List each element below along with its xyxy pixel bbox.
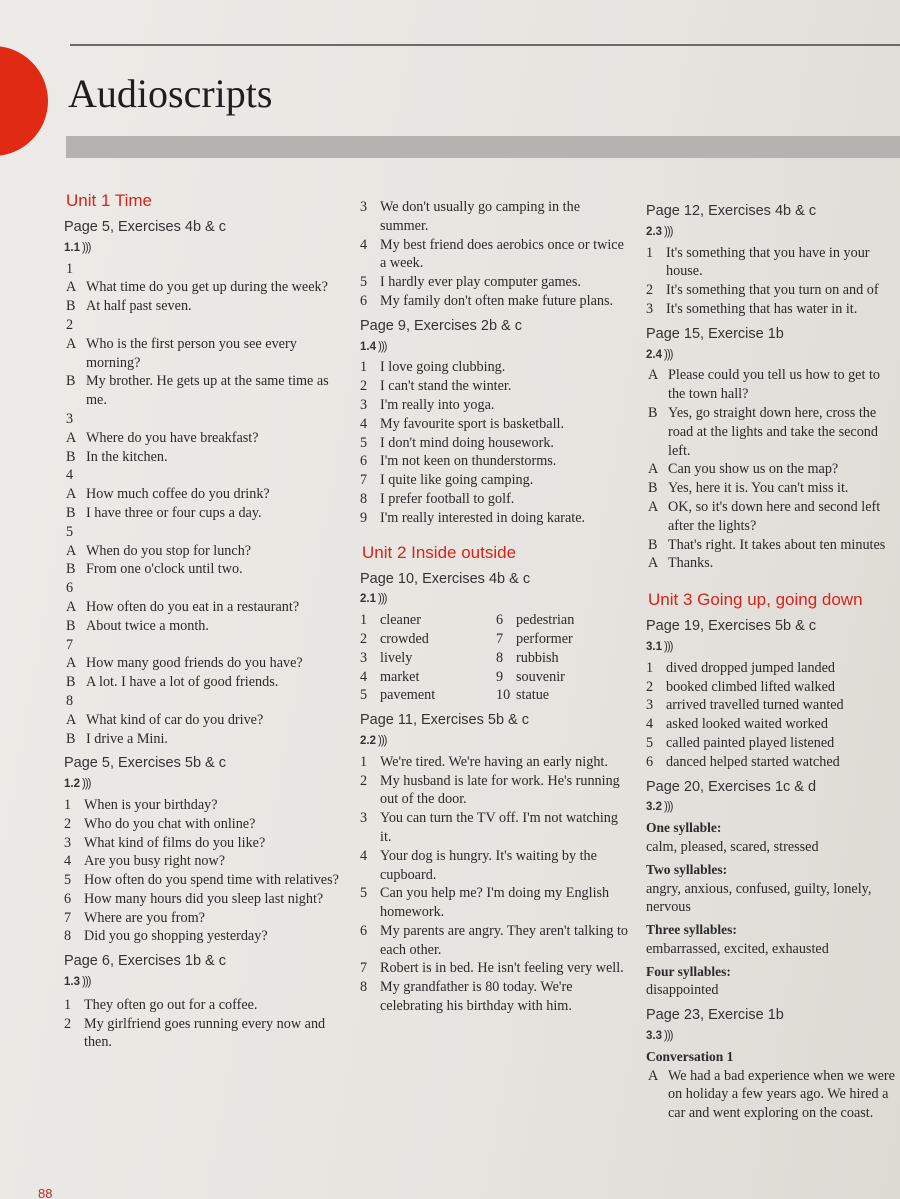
item-number: 8 (360, 979, 368, 996)
list-item (644, 678, 900, 697)
item-number: 10 (496, 687, 511, 704)
item-text: We're tired. We're having an early night. (380, 753, 608, 770)
list-item (494, 686, 614, 705)
section-heading: Page 9, Exercises 2b & c (360, 317, 522, 334)
word-grid (358, 611, 630, 705)
item-number: 2 (360, 378, 368, 395)
track-label: 3.1 ))) (646, 640, 673, 653)
item-number: 1 (646, 244, 654, 261)
item-number: 7 (360, 960, 368, 977)
conversation-list (62, 260, 344, 749)
speaker-label: A (66, 711, 77, 728)
syllable-words: angry, anxious, confused, guilty, lonely, nervous (646, 880, 872, 916)
item-number: 2 (646, 678, 654, 695)
item-text: performer (516, 630, 573, 647)
item-number: 1 (360, 359, 368, 376)
list-item (644, 659, 900, 678)
item-number: 4 (64, 853, 72, 870)
numbered-list (358, 358, 630, 527)
item-text: cleaner (380, 612, 421, 629)
speaker-label: B (66, 561, 76, 578)
audio-icon: ))) (664, 640, 673, 653)
dialogue-text: A lot. I have a lot of good friends. (86, 674, 279, 691)
dialogue-text: How often do you eat in a restaurant? (86, 598, 300, 615)
dialogue-line (62, 504, 344, 523)
list-item (644, 696, 900, 715)
list-item (358, 772, 630, 810)
list-item (494, 630, 614, 649)
item-text: They often go out for a coffee. (84, 996, 258, 1013)
numbered-list (644, 659, 900, 772)
item-number: 6 (646, 753, 654, 770)
track-label: 3.2 ))) (646, 801, 673, 814)
section-heading: Page 5, Exercises 4b & c (64, 219, 226, 235)
speaker-label: B (66, 617, 76, 634)
list-item (358, 630, 494, 649)
speaker-label: A (66, 486, 77, 503)
speaker-label: A (648, 1067, 659, 1084)
item-number: 8 (64, 928, 72, 945)
numbered-list (62, 796, 344, 946)
list-item (644, 281, 900, 300)
dialogue (644, 366, 900, 573)
dialogue-line (62, 542, 344, 561)
item-number: 5 (360, 434, 368, 451)
dialogue-line (62, 617, 344, 636)
item-text: Who do you chat with online? (84, 815, 256, 832)
item-number: 5 (360, 687, 368, 704)
item-text: It's something that you turn on and of (666, 282, 879, 299)
syllable-words: disappointed (646, 982, 719, 999)
list-item (644, 715, 900, 734)
section-heading: Page 19, Exercises 5b & c (646, 618, 817, 635)
dialogue-line (644, 404, 900, 460)
dialogue-line (62, 673, 344, 692)
dialogue-text: Where do you have breakfast? (86, 429, 259, 446)
item-number: 3 (360, 396, 368, 413)
list-item (358, 959, 630, 978)
dialogue-line (62, 297, 344, 316)
dialogue-text: From one o'clock until two. (86, 561, 243, 578)
header-bar (66, 136, 900, 158)
item-number: 9 (496, 668, 504, 685)
speaker-label: A (648, 461, 659, 478)
red-circle-decoration (0, 46, 48, 156)
item-text: Where are you from? (84, 909, 205, 926)
dialogue-text: About twice a month. (86, 617, 209, 634)
speaker-label: B (66, 298, 76, 315)
numbered-list (644, 244, 900, 319)
dialogue-line (62, 654, 344, 673)
dialogue-text: I have three or four cups a day. (86, 504, 262, 521)
speaker-label: A (66, 598, 77, 615)
item-text: I can't stand the winter. (380, 378, 512, 395)
numbered-list (358, 753, 630, 1016)
dialogue-line (62, 598, 344, 617)
dialogue-text: Who is the first person you see every morning? (86, 335, 297, 371)
dialogue-line (644, 366, 900, 404)
item-text: crowded (380, 630, 429, 647)
list-item (358, 236, 630, 274)
item-text: I hardly ever play computer games. (380, 274, 581, 291)
conversation-number: 2 (66, 316, 74, 333)
speaker-label: B (66, 504, 76, 521)
item-text: My girlfriend goes running every now and then. (84, 1015, 326, 1051)
item-text: Can you help me? I'm doing my English homework. (380, 885, 610, 921)
speaker-label: A (66, 542, 77, 559)
item-number: 4 (646, 716, 654, 733)
dialogue-line (644, 460, 900, 479)
dialogue-text: My brother. He gets up at the same time as me. (86, 373, 329, 409)
list-item (644, 753, 900, 772)
list-item (62, 890, 344, 909)
item-number: 4 (360, 236, 368, 253)
section-heading: Page 11, Exercises 5b & c (360, 712, 529, 729)
list-item (62, 871, 344, 890)
item-number: 1 (646, 659, 654, 676)
speaker-label: A (66, 335, 77, 352)
item-number: 2 (360, 630, 368, 647)
dialogue-text: We had a bad experience when we were on holiday a few years ago. We hired a car and went exploring on the coast. (668, 1067, 895, 1122)
item-text: I'm really interested in doing karate. (380, 509, 586, 526)
item-text: How often do you spend time with relatives? (84, 872, 339, 889)
item-number: 3 (360, 649, 368, 666)
dialogue-line (644, 498, 900, 536)
audio-icon: ))) (378, 593, 387, 606)
speaker-label: B (648, 480, 658, 497)
dialogue-text: How many good friends do you have? (86, 655, 303, 672)
audio-icon: ))) (378, 340, 387, 353)
item-number: 8 (496, 649, 504, 666)
conversation-number: 6 (66, 580, 74, 597)
numbered-list (62, 996, 344, 1052)
section-heading: Page 6, Exercises 1b & c (64, 953, 226, 970)
dialogue-line (62, 448, 344, 467)
item-number: 2 (360, 772, 368, 789)
item-number: 2 (64, 815, 72, 832)
audio-icon: ))) (82, 241, 91, 254)
item-number: 4 (360, 415, 368, 432)
item-number: 6 (360, 922, 368, 939)
list-item (358, 978, 630, 1016)
item-text: It's something that has water in it. (666, 300, 858, 317)
list-item (358, 471, 630, 490)
item-text: market (380, 668, 420, 685)
speaker-label: A (648, 367, 659, 384)
speaker-label: A (66, 279, 77, 296)
speaker-label: A (648, 498, 659, 515)
list-item (358, 753, 630, 772)
dialogue-text: What time do you get up during the week? (86, 279, 328, 296)
conversation-number: 7 (66, 636, 74, 653)
section-heading: Page 12, Exercises 4b & c (646, 203, 817, 219)
list-item (358, 922, 630, 960)
item-number: 2 (646, 282, 654, 299)
list-item (62, 815, 344, 834)
dialogue-line (62, 372, 344, 410)
item-text: booked climbed lifted walked (666, 678, 836, 695)
item-text: My grandfather is 80 today. We're celebrating his birthday with him. (380, 979, 573, 1015)
list-item (358, 611, 494, 630)
item-text: dived dropped jumped landed (666, 659, 836, 676)
speaker-label: A (66, 655, 77, 672)
list-item (494, 649, 614, 668)
track-label: 2.2 ))) (360, 734, 387, 747)
dialogue-line (62, 278, 344, 297)
unit-heading: Unit 2 Inside outside (362, 542, 517, 562)
conversation-number: 5 (66, 523, 74, 540)
list-item (62, 996, 344, 1015)
item-number: 6 (64, 890, 72, 907)
dialogue-text: At half past seven. (86, 298, 192, 315)
section-heading: Page 23, Exercise 1b (646, 1007, 784, 1024)
item-number: 7 (360, 472, 368, 489)
item-text: called painted played listened (666, 734, 835, 751)
item-number: 3 (646, 300, 654, 317)
list-item (358, 809, 630, 847)
dialogue-text: Please could you tell us how to get to the town hall? (668, 367, 880, 403)
list-item (494, 611, 614, 630)
track-label: 1.4 ))) (360, 340, 387, 353)
top-rule (70, 44, 900, 46)
dialogue-line (62, 429, 344, 448)
conversation-heading: Conversation 1 (646, 1048, 734, 1064)
item-text: How many hours did you sleep last night? (84, 890, 324, 907)
dialogue-line (62, 711, 344, 730)
track-label: 1.3 ))) (64, 976, 91, 989)
list-item (358, 668, 494, 687)
syllable-heading: Four syllables: (646, 963, 731, 979)
dialogue-line (644, 536, 900, 555)
dialogue-text: How much coffee do you drink? (86, 486, 270, 503)
item-text: I'm not keen on thunderstorms. (380, 453, 557, 470)
section-heading: Page 5, Exercises 5b & c (64, 755, 226, 772)
item-text: My husband is late for work. He's running out of the door. (380, 772, 620, 808)
list-item (62, 852, 344, 871)
list-item (358, 490, 630, 509)
item-text: I love going clubbing. (380, 359, 506, 376)
dialogue-line (644, 1067, 900, 1123)
item-text: arrived travelled turned wanted (666, 697, 844, 714)
item-number: 5 (64, 872, 72, 889)
dialogue-line (62, 485, 344, 504)
syllable-heading: Two syllables: (646, 861, 728, 877)
dialogue-line (62, 335, 344, 373)
dialogue-text: When do you stop for lunch? (86, 542, 252, 559)
item-number: 3 (360, 199, 368, 215)
conversation-number: 3 (66, 410, 74, 427)
item-number: 5 (360, 274, 368, 291)
item-text: I don't mind doing housework. (380, 434, 554, 451)
item-number: 3 (64, 834, 72, 851)
item-text: statue (516, 687, 550, 704)
section-heading: Page 15, Exercise 1b (646, 325, 784, 342)
speaker-label: A (648, 555, 659, 572)
item-text: asked looked waited worked (666, 716, 828, 733)
track-label: 2.1 ))) (360, 593, 387, 606)
syllable-heading: Three syllables: (646, 922, 737, 938)
syllable-heading: One syllable: (646, 820, 722, 836)
conversation-number: 4 (66, 467, 74, 484)
track-label: 1.2 ))) (64, 778, 91, 791)
item-text: I prefer football to golf. (380, 490, 515, 507)
list-item (494, 668, 614, 687)
dialogue-text: I drive a Mini. (86, 730, 168, 747)
item-text: Are you busy right now? (84, 853, 226, 870)
list-item (358, 292, 630, 311)
item-text: pavement (380, 687, 436, 704)
audio-icon: ))) (664, 801, 673, 814)
list-item (62, 1015, 344, 1053)
dialogue-line (62, 730, 344, 749)
audio-icon: ))) (664, 225, 673, 238)
item-number: 6 (360, 453, 368, 470)
speaker-label: B (66, 730, 76, 747)
item-number: 1 (360, 612, 368, 629)
list-item (358, 884, 630, 922)
list-item (644, 734, 900, 753)
unit-heading: Unit 3 Going up, going down (648, 590, 863, 610)
dialogue-text: Yes, here it is. You can't miss it. (668, 480, 849, 497)
audio-icon: ))) (82, 778, 91, 791)
item-number: 3 (646, 697, 654, 714)
item-text: You can turn the TV off. I'm not watching it. (380, 810, 618, 845)
item-number: 7 (64, 909, 72, 926)
list-item (358, 273, 630, 292)
item-number: 6 (496, 612, 504, 629)
item-number: 2 (64, 1015, 72, 1032)
item-text: souvenir (516, 668, 565, 685)
item-number: 4 (360, 668, 368, 685)
dialogue-text: Can you show us on the map? (668, 461, 839, 478)
dialogue-line (644, 554, 900, 573)
list-item (358, 434, 630, 453)
column-2 (358, 198, 630, 1016)
list-item (358, 415, 630, 434)
item-text: It's something that you have in your house. (666, 244, 870, 280)
item-number: 8 (360, 490, 368, 507)
item-number: 6 (360, 292, 368, 309)
item-text: We don't usually go camping in the summer. (380, 199, 581, 234)
speaker-label: B (648, 536, 658, 553)
list-item (358, 509, 630, 528)
syllable-words: embarrassed, excited, exhausted (646, 940, 829, 957)
column-1 (62, 190, 344, 1052)
list-item (62, 834, 344, 853)
conversation-number: 8 (66, 692, 74, 709)
list-item (358, 847, 630, 885)
item-number: 7 (496, 630, 504, 647)
item-number: 4 (360, 847, 368, 864)
speaker-label: B (66, 448, 76, 465)
item-number: 1 (64, 796, 72, 813)
item-text: My favourite sport is basketball. (380, 415, 565, 432)
item-number: 5 (646, 734, 654, 751)
list-item (644, 300, 900, 319)
audio-icon: ))) (664, 1030, 673, 1043)
page-title: Audioscripts (68, 71, 273, 116)
item-number: 1 (360, 753, 368, 770)
dialogue-line (62, 560, 344, 579)
unit-heading: Unit 1 Time (66, 191, 152, 210)
speaker-label: A (66, 429, 77, 446)
dialogue-text: Thanks. (668, 555, 714, 572)
item-text: lively (380, 649, 413, 666)
list-item (358, 649, 494, 668)
item-number: 5 (360, 885, 368, 902)
item-text: Robert is in bed. He isn't feeling very well. (380, 960, 624, 977)
item-text: rubbish (516, 649, 559, 666)
audio-icon: ))) (664, 348, 673, 361)
item-text: My family don't often make future plans. (380, 292, 614, 309)
list-item (358, 377, 630, 396)
item-text: I quite like going camping. (380, 472, 534, 489)
dialogue-text: In the kitchen. (86, 448, 168, 465)
item-number: 9 (360, 509, 368, 526)
item-number: 3 (360, 810, 368, 827)
dialogue-text: OK, so it's down here and second left after the lights? (668, 498, 881, 534)
item-text: I'm really into yoga. (380, 396, 495, 413)
item-text: My parents are angry. They aren't talking to each other. (380, 922, 628, 958)
list-item (358, 358, 630, 377)
item-text: What kind of films do you like? (84, 834, 266, 851)
track-label: 2.4 ))) (646, 348, 673, 361)
list-item (62, 927, 344, 946)
item-text: Your dog is hungry. It's waiting by the cupboard. (380, 847, 597, 883)
section-heading: Page 10, Exercises 4b & c (360, 570, 531, 587)
item-text: When is your birthday? (84, 796, 218, 813)
audio-icon: ))) (82, 976, 91, 989)
dialogue-text: Yes, go straight down here, cross the road at the lights and take the second left. (668, 404, 878, 459)
dialogue-text: What kind of car do you drive? (86, 711, 264, 728)
item-text: pedestrian (516, 612, 575, 629)
page-number: 88 (38, 1186, 53, 1199)
speaker-label: B (66, 373, 76, 390)
list-item (358, 452, 630, 471)
list-item (62, 909, 344, 928)
item-number: 1 (64, 996, 72, 1013)
speaker-label: B (66, 674, 76, 691)
audio-icon: ))) (378, 734, 387, 747)
speaker-label: B (648, 404, 658, 421)
track-label: 2.3 ))) (646, 225, 673, 238)
list-item (358, 686, 494, 705)
item-text: Did you go shopping yesterday? (84, 928, 268, 945)
dialogue-line (644, 479, 900, 498)
syllable-words: calm, pleased, scared, stressed (646, 838, 819, 855)
column-3 (644, 198, 900, 1123)
dialogue-text: That's right. It takes about ten minutes (668, 536, 886, 553)
list-item (62, 796, 344, 815)
list-item (358, 396, 630, 415)
track-label: 1.1 ))) (64, 241, 91, 254)
conversation-number: 1 (66, 260, 74, 277)
section-heading: Page 20, Exercises 1c & d (646, 778, 817, 795)
numbered-list (358, 198, 630, 311)
item-text: My best friend does aerobics once or twice a week. (380, 236, 624, 272)
item-text: danced helped started watched (666, 753, 840, 770)
list-item (358, 198, 630, 236)
list-item (644, 244, 900, 282)
track-label: 3.3 ))) (646, 1030, 673, 1043)
